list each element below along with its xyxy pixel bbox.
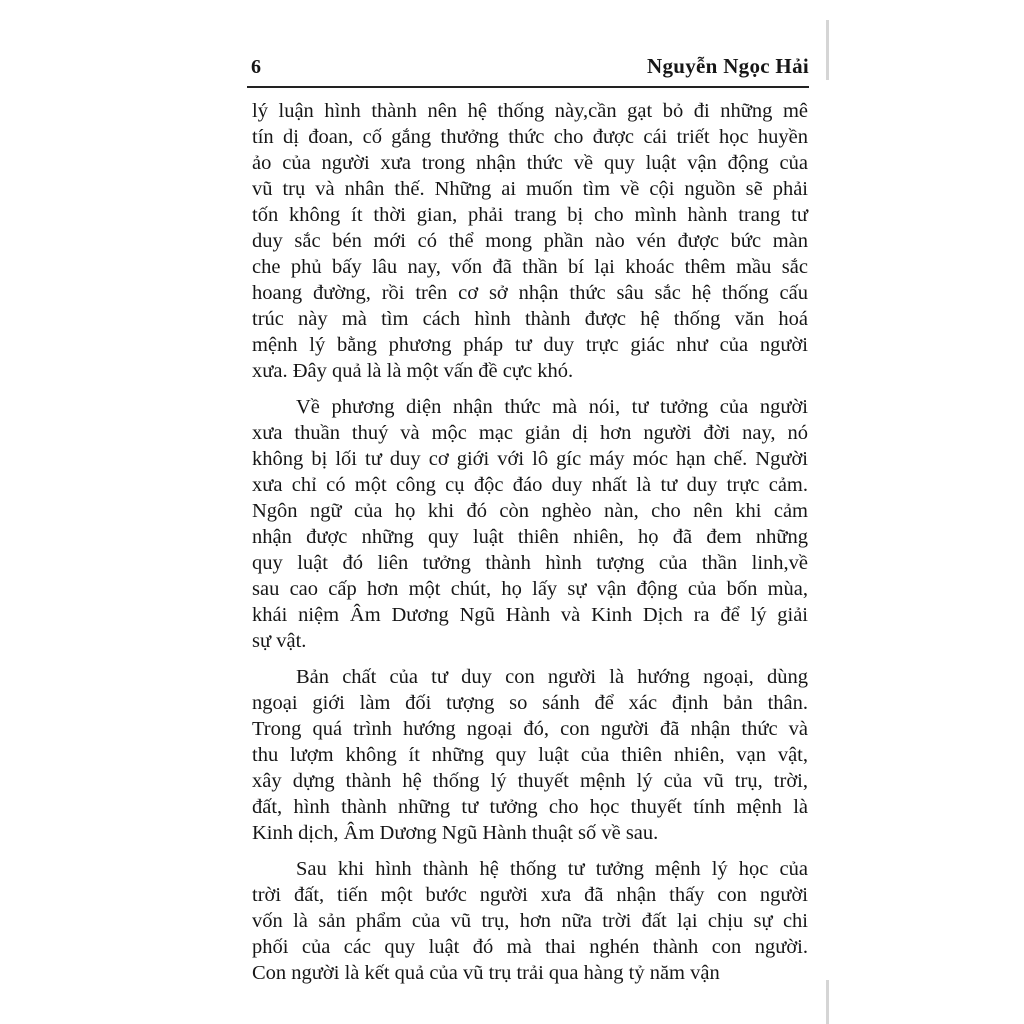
paragraph <box>252 856 808 986</box>
text-line: xây dựng thành hệ thống lý thuyết mệnh lý của vũ trụ, trời, <box>252 770 808 792</box>
running-title-author: Nguyễn Ngọc Hải <box>647 54 809 78</box>
header-rule <box>247 86 809 88</box>
text-line: lý luận hình thành nên hệ thống này,cần gạt bỏ đi những mê <box>252 100 808 122</box>
text-line: đất, hình thành những tư tưởng cho học thuyết tính mệnh là <box>252 796 808 818</box>
text-line: Sau khi hình thành hệ thống tư tưởng mệnh lý học của <box>296 858 808 880</box>
paragraph-gap <box>252 846 808 856</box>
text-line: Bản chất của tư duy con người là hướng ngoại, dùng <box>296 666 808 688</box>
text-line: mệnh lý bằng phương pháp tư duy trực giác như của người <box>252 334 808 356</box>
text-line: tốn không ít thời gian, phải trang bị cho mình hành trang tư <box>252 204 808 226</box>
text-line: vốn là sản phẩm của vũ trụ, hơn nữa trời đất lại chịu sự chi <box>252 910 808 932</box>
text-line: Ngôn ngữ của họ khi đó còn nghèo nàn, cho nên khi cảm <box>252 500 808 522</box>
page-number: 6 <box>251 56 261 78</box>
text-line: khái niệm Âm Dương Ngũ Hành và Kinh Dịch ra để lý giải <box>252 604 808 626</box>
page-header <box>247 50 809 86</box>
text-line: Con người là kết quả của vũ trụ trải qua hàng tỷ năm vận <box>252 962 720 984</box>
text-line: thu lượm không ít những quy luật của thiên nhiên, vạn vật, <box>252 744 808 766</box>
paragraph-gap <box>252 384 808 394</box>
text-line: xưa. Đây quả là là một vấn đề cực khó. <box>252 360 574 382</box>
text-line: trời đất, tiến một bước người xưa đã nhận thấy con người <box>252 884 808 906</box>
text-line: xưa thuần thuý và mộc mạc giản dị hơn người đời nay, nó <box>252 422 808 444</box>
paragraph <box>252 664 808 846</box>
text-line: nhận được những quy luật thiên nhiên, họ đã đem những <box>252 526 808 548</box>
text-line: sự vật. <box>252 630 307 652</box>
text-line: vũ trụ và nhân thế. Những ai muốn tìm về cội nguồn sẽ phải <box>252 178 808 200</box>
text-line: phối của các quy luật đó mà thai nghén thành con người. <box>252 936 808 958</box>
page-edge-mark <box>826 20 829 80</box>
text-line: Trong quá trình hướng ngoại đó, con người đã nhận thức và <box>252 718 808 740</box>
text-line: không bị lối tư duy cơ giới với lô gíc máy móc hạn chế. Người <box>252 448 808 470</box>
text-line: Về phương diện nhận thức mà nói, tư tưởng của người <box>296 396 808 418</box>
body-text <box>252 98 808 986</box>
text-line: che phủ bấy lâu nay, vốn đã thần bí lại khoác thêm mầu sắc <box>252 256 808 278</box>
text-line: xưa chỉ có một công cụ độc đáo duy nhất là tư duy trực cảm. <box>252 474 808 496</box>
text-line: ảo của người xưa trong nhận thức về quy luật vận động của <box>252 152 808 174</box>
text-line: tín dị đoan, cố gắng thưởng thức cho được cái triết học huyền <box>252 126 808 148</box>
text-line: quy luật đó liên tưởng thành hình tượng của thần linh,về <box>252 552 808 574</box>
text-line: hoang đường, rồi trên cơ sở nhận thức sâu sắc hệ thống cấu <box>252 282 808 304</box>
paragraph <box>252 394 808 654</box>
paragraph-gap <box>252 654 808 664</box>
paragraph <box>252 98 808 384</box>
text-line: duy sắc bén mới có thể mong phần nào vén được bức màn <box>252 230 808 252</box>
page-edge-mark <box>826 980 829 1024</box>
text-line: trúc này mà tìm cách hình thành được hệ thống văn hoá <box>252 308 808 330</box>
text-line: ngoại giới làm đối tượng so sánh để xác định bản thân. <box>252 692 808 714</box>
text-line: Kinh dịch, Âm Dương Ngũ Hành thuật số về sau. <box>252 822 659 844</box>
text-line: sau cao cấp hơn một chút, họ lấy sự vận động của bốn mùa, <box>252 578 808 600</box>
